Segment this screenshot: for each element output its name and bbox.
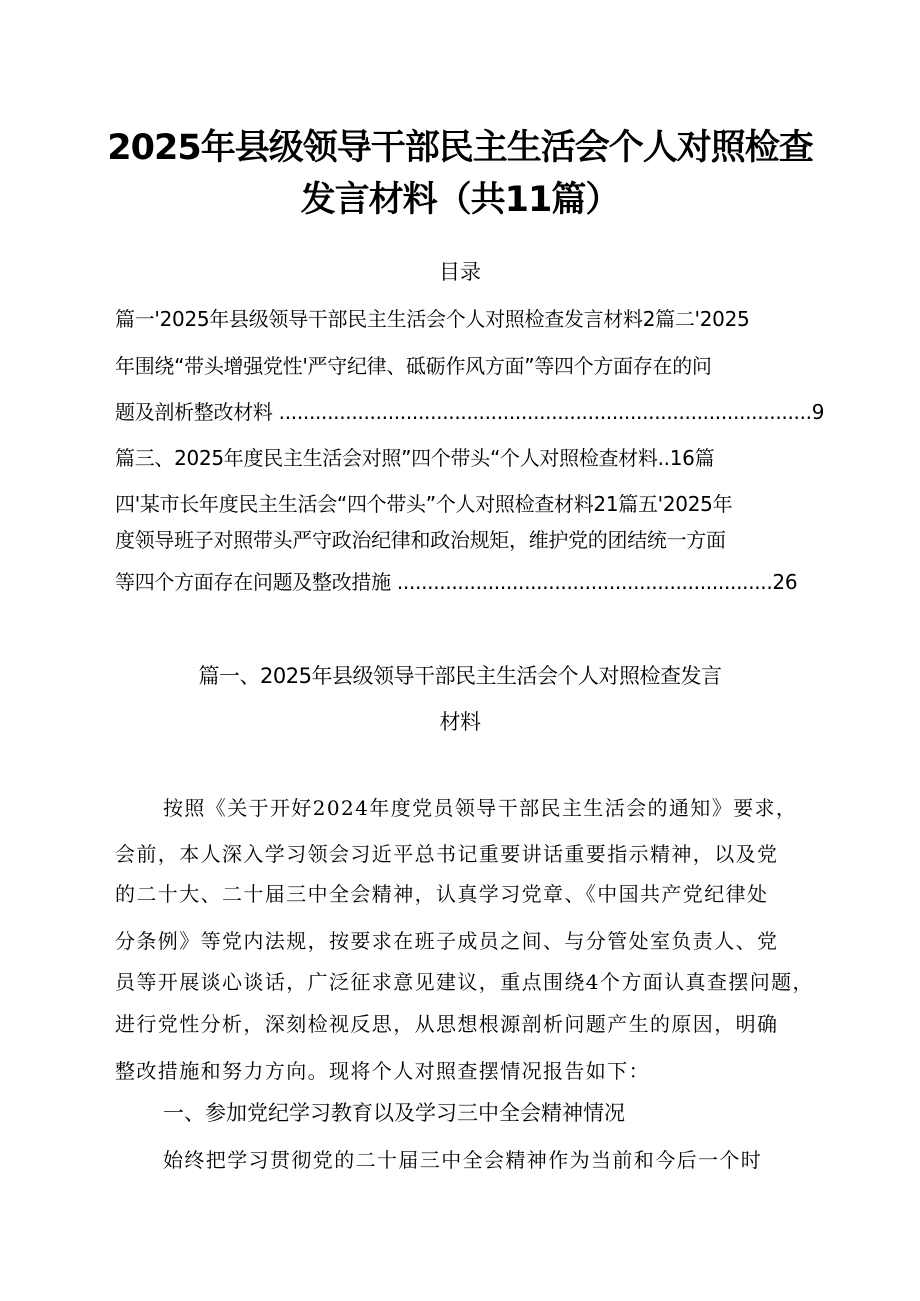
- section-title-line-2: 材料: [439, 710, 481, 734]
- body-paragraph-line: 始终把学习贯彻党的二十届三中全会精神作为当前和今后一个时: [163, 1148, 763, 1172]
- body-paragraph-line: 的二十大、二十届三中全会精神，认真学习党章、《中国共产党纪律处: [115, 882, 769, 906]
- document-title-line-2: 发言材料（共11篇）: [300, 180, 620, 220]
- toc-heading: 目录: [439, 260, 481, 284]
- document-title-line-1: 2025年县级领导干部民主生活会个人对照检查: [107, 128, 813, 168]
- body-paragraph-line: 分条例》等党内法规，按要求在班子成员之间、与分管处室负责人、党: [115, 929, 779, 953]
- toc-line[interactable]: 篇三、2025年度民主生活会对照”四个带头“个人对照检查材料..16篇: [115, 446, 715, 470]
- toc-line[interactable]: 度领导班子对照带头严守政治纪律和政治规矩，维护党的团结统一方面: [115, 528, 726, 552]
- toc-line[interactable]: 年围绕“带头增强党性'严守纪律、砥砺作风方面”等四个方面存在的问: [115, 354, 712, 378]
- toc-line[interactable]: 题及剖析整改材料 ........................................................................................9: [115, 400, 825, 424]
- toc-line[interactable]: 等四个方面存在问题及整改措施 ..............................................................26: [115, 570, 798, 594]
- body-paragraph-line: 按照《关于开好2024年度党员领导干部民主生活会的通知》要求，: [163, 796, 798, 820]
- body-paragraph-line: 整改措施和努力方向。现将个人对照查摆情况报告如下：: [115, 1059, 650, 1083]
- body-paragraph-line: 进行党性分析，深刻检视反思，从思想根源剖析问题产生的原因，明确: [115, 1012, 779, 1036]
- body-paragraph-line: 会前，本人深入学习领会习近平总书记重要讲话重要指示精神，以及党: [115, 842, 779, 866]
- section-heading-1: 一、参加党纪学习教育以及学习三中全会精神情况: [163, 1101, 625, 1125]
- section-title-line-1: 篇一、2025年县级领导干部民主生活会个人对照检查发言: [198, 664, 722, 688]
- toc-line[interactable]: 四'某市长年度民主生活会“四个带头”个人对照检查材料21篇五'2025年: [115, 492, 733, 516]
- body-paragraph-line: 员等开展谈心谈话，广泛征求意见建议，重点围绕4个方面认真查摆问题，: [115, 970, 814, 994]
- toc-line[interactable]: 篇一'2025年县级领导干部民主生活会个人对照检查发言材料2篇二'2025: [115, 307, 750, 331]
